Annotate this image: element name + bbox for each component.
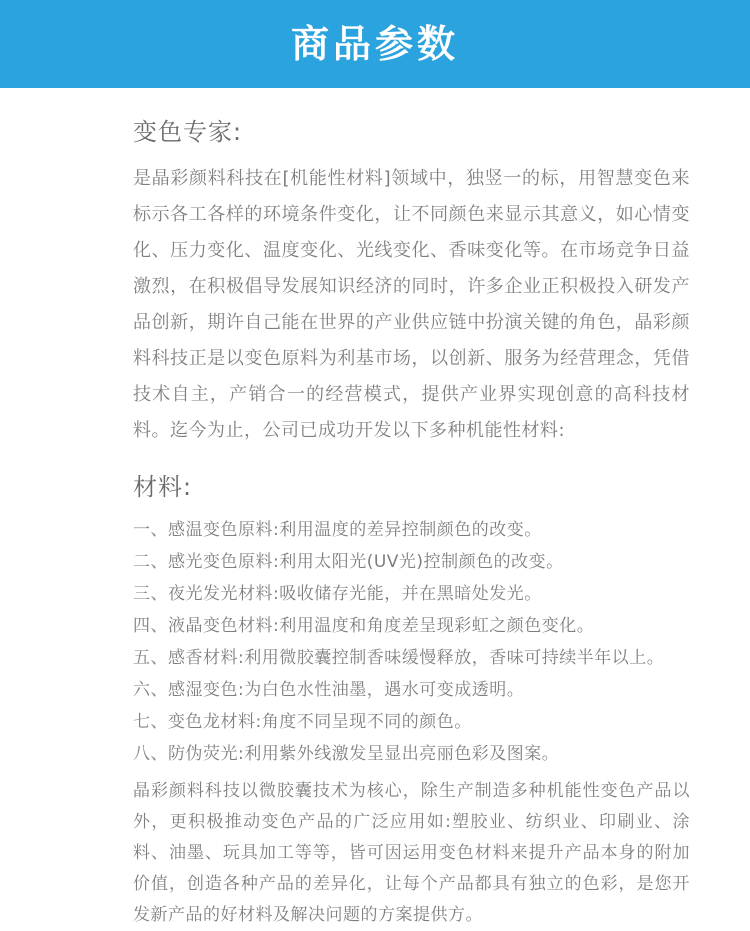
material-item-8: 八、防伪荧光:利用紫外线激发呈显出亮丽色彩及图案。	[133, 744, 560, 764]
material-list	[133, 520, 690, 764]
material-item-1: 一、感温变色原料:利用温度的差异控制颜色的改变。	[133, 520, 542, 540]
material-item-3: 三、夜光发光材料:吸收储存光能，并在黑暗处发光。	[133, 584, 542, 604]
material-item-7: 七、变色龙材料:角度不同呈现不同的颜色。	[133, 712, 472, 732]
material-item-4: 四、液晶变色材料:利用温度和角度差呈现彩虹之颜色变化。	[133, 616, 595, 636]
material-item-5: 五、感香材料:利用微胶囊控制香味缓慢释放，香味可持续半年以上。	[133, 648, 665, 668]
material-item-6: 六、感湿变色:为白色水性油墨，遇水可变成透明。	[133, 680, 525, 700]
page-content	[0, 88, 750, 931]
page-header	[0, 0, 750, 88]
section-heading-color-expert: 变色专家:	[133, 118, 243, 146]
page-title: 商品参数	[290, 22, 459, 66]
section-heading-materials: 材料:	[133, 473, 193, 501]
closing-paragraph: 晶彩颜料科技以微胶囊技术为核心，除生产制造多种机能性变色产品以外，更积极推动变色产品的广泛应用如:塑胶业、纺织业、印刷业、涂料、油墨、玩具加工等等，皆可因运用变色材料来提升产品本身的附加价值，创造各种产品的差异化，让每个产品都具有独立的色彩，是您开发新产品的好材料及解决问题的方案提供方。	[133, 781, 690, 925]
expert-intro-paragraph: 是晶彩颜料科技在[机能性材料]领域中，独竖一的标，用智慧变色来标示各工各样的环境条件变化，让不同颜色来显示其意义，如心情变化、压力变化、温度变化、光线变化、香味变化等。在市场竞争日益激烈，在积极倡导发展知识经济的同时，许多企业正积极投入研发产品创新，期许自己能在世界的产业供应链中扮演关键的角色，晶彩颜料科技正是以变色原料为利基市场，以创新、服务为经营理念，凭借技术自主，产销合一的经营模式，提供产业界实现创意的高科技材料。迄今为止，公司已成功开发以下多种机能性材料:	[133, 168, 690, 441]
material-item-2: 二、感光变色原料:利用太阳光(UV光)控制颜色的改变。	[133, 552, 564, 572]
